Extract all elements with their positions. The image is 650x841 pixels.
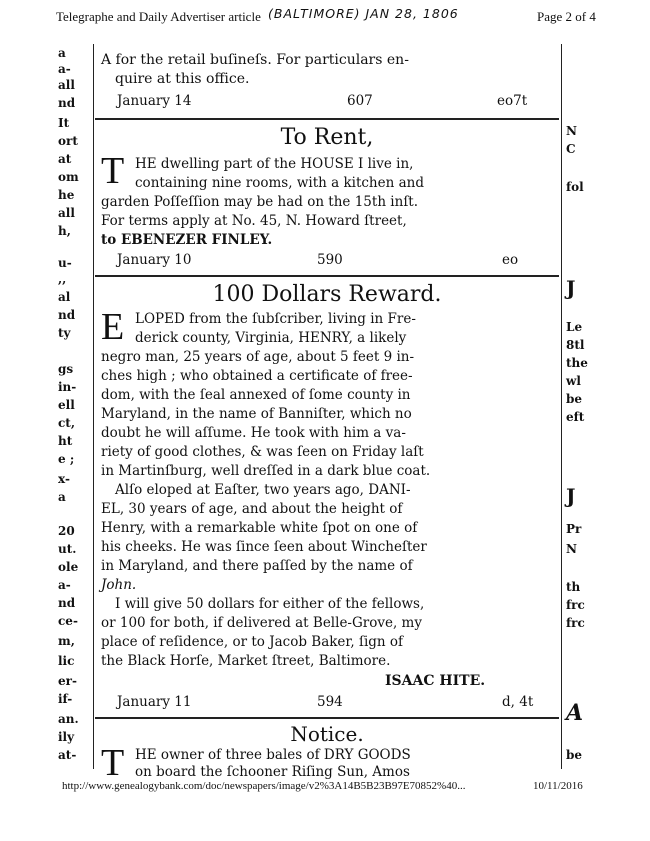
- ad-number: 607: [347, 93, 373, 109]
- left-fragment: ole: [58, 560, 79, 574]
- rent-ad-line: HE dwelling part of the HOUSE I live in,: [135, 156, 414, 172]
- left-fragment: nd: [58, 308, 76, 322]
- column-rule-left: [93, 44, 94, 769]
- reward-ad-line: LOPED from the ſubſcriber, living in Fre-: [135, 311, 416, 327]
- reward-ad-line: riety of good clothes, & was ſeen on Friday laſt: [101, 444, 424, 460]
- rent-drop-cap: T: [101, 150, 125, 192]
- right-fragment: N: [566, 542, 577, 556]
- ad-number: 590: [317, 252, 343, 268]
- right-fragment: C: [566, 142, 576, 156]
- left-fragment: ht: [58, 434, 73, 448]
- section-divider: [95, 275, 559, 277]
- reward-ad-line: Henry, with a remarkable white ſpot on one of: [101, 520, 418, 536]
- reward-signature: ISAAC HITE.: [385, 673, 486, 689]
- left-fragment: al: [58, 290, 71, 304]
- left-fragment: in-: [58, 380, 77, 394]
- left-fragment: all: [58, 206, 75, 220]
- right-fragment: 8tl: [566, 338, 585, 352]
- reward-ad-line: derick county, Virginia, HENRY, a likely: [135, 330, 407, 346]
- article-title: Telegraphe and Daily Advertiser article: [56, 9, 261, 24]
- left-fragment: 20: [58, 524, 75, 538]
- left-fragment: ce-: [58, 614, 78, 628]
- left-fragment: ty: [58, 326, 71, 340]
- reward-ad-line: in Maryland, and there paſſed by the name of: [101, 558, 413, 574]
- left-column-fragment: [55, 44, 91, 769]
- left-fragment: at-: [58, 748, 77, 762]
- left-fragment: ily: [58, 730, 75, 744]
- right-fragment: frc: [566, 616, 585, 630]
- left-fragment: ort: [58, 134, 78, 148]
- left-fragment: nd: [58, 596, 76, 610]
- reward-ad-line: Alſo eloped at Eaſter, two years ago, DANI-: [115, 482, 411, 498]
- left-fragment: a-: [58, 62, 71, 76]
- print-date: 10/11/2016: [533, 780, 583, 792]
- viewer-header: [0, 0, 650, 30]
- right-fragment: J: [566, 484, 576, 508]
- left-fragment: om: [58, 170, 79, 184]
- right-fragment: Le: [566, 320, 583, 334]
- left-fragment: ct,: [58, 416, 76, 430]
- reward-ad-line: doubt he will aſſume. He took with him a va-: [101, 425, 406, 441]
- ad-date: January 10: [117, 252, 192, 268]
- ad-date: January 14: [117, 93, 192, 109]
- section-divider: [95, 118, 559, 120]
- right-fragment: the: [566, 356, 588, 370]
- left-fragment: It: [58, 116, 70, 130]
- left-fragment: u-: [58, 256, 72, 270]
- left-fragment: a: [58, 490, 66, 504]
- left-fragment: a-: [58, 578, 71, 592]
- right-fragment: frc: [566, 598, 585, 612]
- reward-ad-line: or 100 for both, if delivered at Belle-Grove, my: [101, 615, 422, 631]
- center-column: [95, 44, 559, 784]
- left-fragment: ell: [58, 398, 75, 412]
- right-fragment: fol: [566, 180, 584, 194]
- left-fragment: he: [58, 188, 75, 202]
- left-fragment: if-: [58, 692, 73, 706]
- reward-ad-line: dom, with the ſeal annexed of ſome county in: [101, 387, 411, 403]
- notice-ad-line: on board the ſchooner Riſing Sun, Amos: [135, 764, 410, 780]
- right-fragment: be: [566, 392, 583, 406]
- reward-ad-line: Maryland, in the name of Banniſter, which no: [101, 406, 412, 422]
- left-fragment: x-: [58, 472, 70, 486]
- rent-ad-line: containing nine rooms, with a kitchen and: [135, 175, 424, 191]
- ad-number: 594: [317, 694, 343, 710]
- left-fragment: ,,: [58, 272, 67, 286]
- notice-ad-line: HE owner of three bales of DRY GOODS: [135, 747, 411, 763]
- reward-ad-line: ches high ; who obtained a certificate of free-: [101, 368, 413, 384]
- rent-ad-line: For terms apply at No. 45, N. Howard ſtreet,: [101, 213, 407, 229]
- left-fragment: e ;: [58, 452, 75, 466]
- ad-code: eo: [502, 252, 519, 268]
- reward-ad-line: in Martinſburg, well dreſſed in a dark blue coat.: [101, 463, 431, 479]
- left-fragment: all: [58, 78, 75, 92]
- reward-heading: 100 Dollars Reward.: [212, 282, 442, 307]
- column-rule-right: [561, 44, 562, 769]
- right-fragment: be: [566, 748, 583, 762]
- rent-heading: To Rent,: [280, 125, 374, 150]
- reward-ad-line: his cheeks. He was ſince ſeen about Wincheſter: [101, 539, 427, 555]
- prev-ad-line: quire at this office.: [115, 71, 250, 87]
- left-fragment: h,: [58, 224, 71, 238]
- handwritten-note: (BALTIMORE) JAN 28, 1806: [268, 6, 459, 21]
- left-fragment: gs: [58, 362, 74, 376]
- notice-heading: Notice.: [290, 722, 364, 746]
- right-fragment: eft: [566, 410, 585, 424]
- left-fragment: an.: [58, 712, 79, 726]
- right-fragment: J: [566, 276, 576, 300]
- left-fragment: lic: [58, 654, 75, 668]
- left-fragment: nd: [58, 96, 76, 110]
- source-url: http://www.genealogybank.com/doc/newspapers/image/v2%3A14B5B23B97E70852%40...: [62, 780, 466, 792]
- right-column-fragment: [563, 44, 600, 769]
- right-fragment: Pr: [566, 522, 582, 536]
- right-fragment: N: [566, 124, 577, 138]
- rent-ad-line: to EBENEZER FINLEY.: [101, 232, 273, 248]
- newspaper-scan: [55, 44, 600, 784]
- reward-ad-line: EL, 30 years of age, and about the height of: [101, 501, 403, 517]
- section-divider: [95, 717, 559, 719]
- reward-ad-line: negro man, 25 years of age, about 5 feet 9 in-: [101, 349, 415, 365]
- left-fragment: m,: [58, 634, 75, 648]
- right-fragment: wl: [566, 374, 581, 388]
- reward-ad-line: John.: [101, 577, 137, 593]
- left-fragment: ut.: [58, 542, 77, 556]
- rent-ad-line: garden Poſſeſſion may be had on the 15th inſt.: [101, 194, 419, 210]
- right-fragment: A: [566, 700, 584, 726]
- left-fragment: er-: [58, 674, 77, 688]
- right-fragment: th: [566, 580, 581, 594]
- prev-ad-line: A for the retail buſineſs. For particulars en-: [101, 52, 409, 68]
- reward-ad-line: I will give 50 dollars for either of the fellows,: [115, 596, 425, 612]
- viewer-footer: [0, 776, 650, 796]
- reward-ad-line: the Black Horſe, Market ſtreet, Baltimore.: [101, 653, 391, 669]
- left-fragment: a: [58, 46, 66, 60]
- reward-drop-cap: E: [101, 306, 125, 348]
- left-fragment: at: [58, 152, 72, 166]
- ad-code: eo7t: [497, 93, 528, 109]
- ad-code: d, 4t: [502, 694, 534, 710]
- notice-drop-cap: T: [101, 742, 125, 784]
- page-indicator: Page 2 of 4: [537, 9, 596, 24]
- ad-date: January 11: [117, 694, 192, 710]
- reward-ad-line: place of reſidence, or to Jacob Baker, ſign of: [101, 634, 404, 650]
